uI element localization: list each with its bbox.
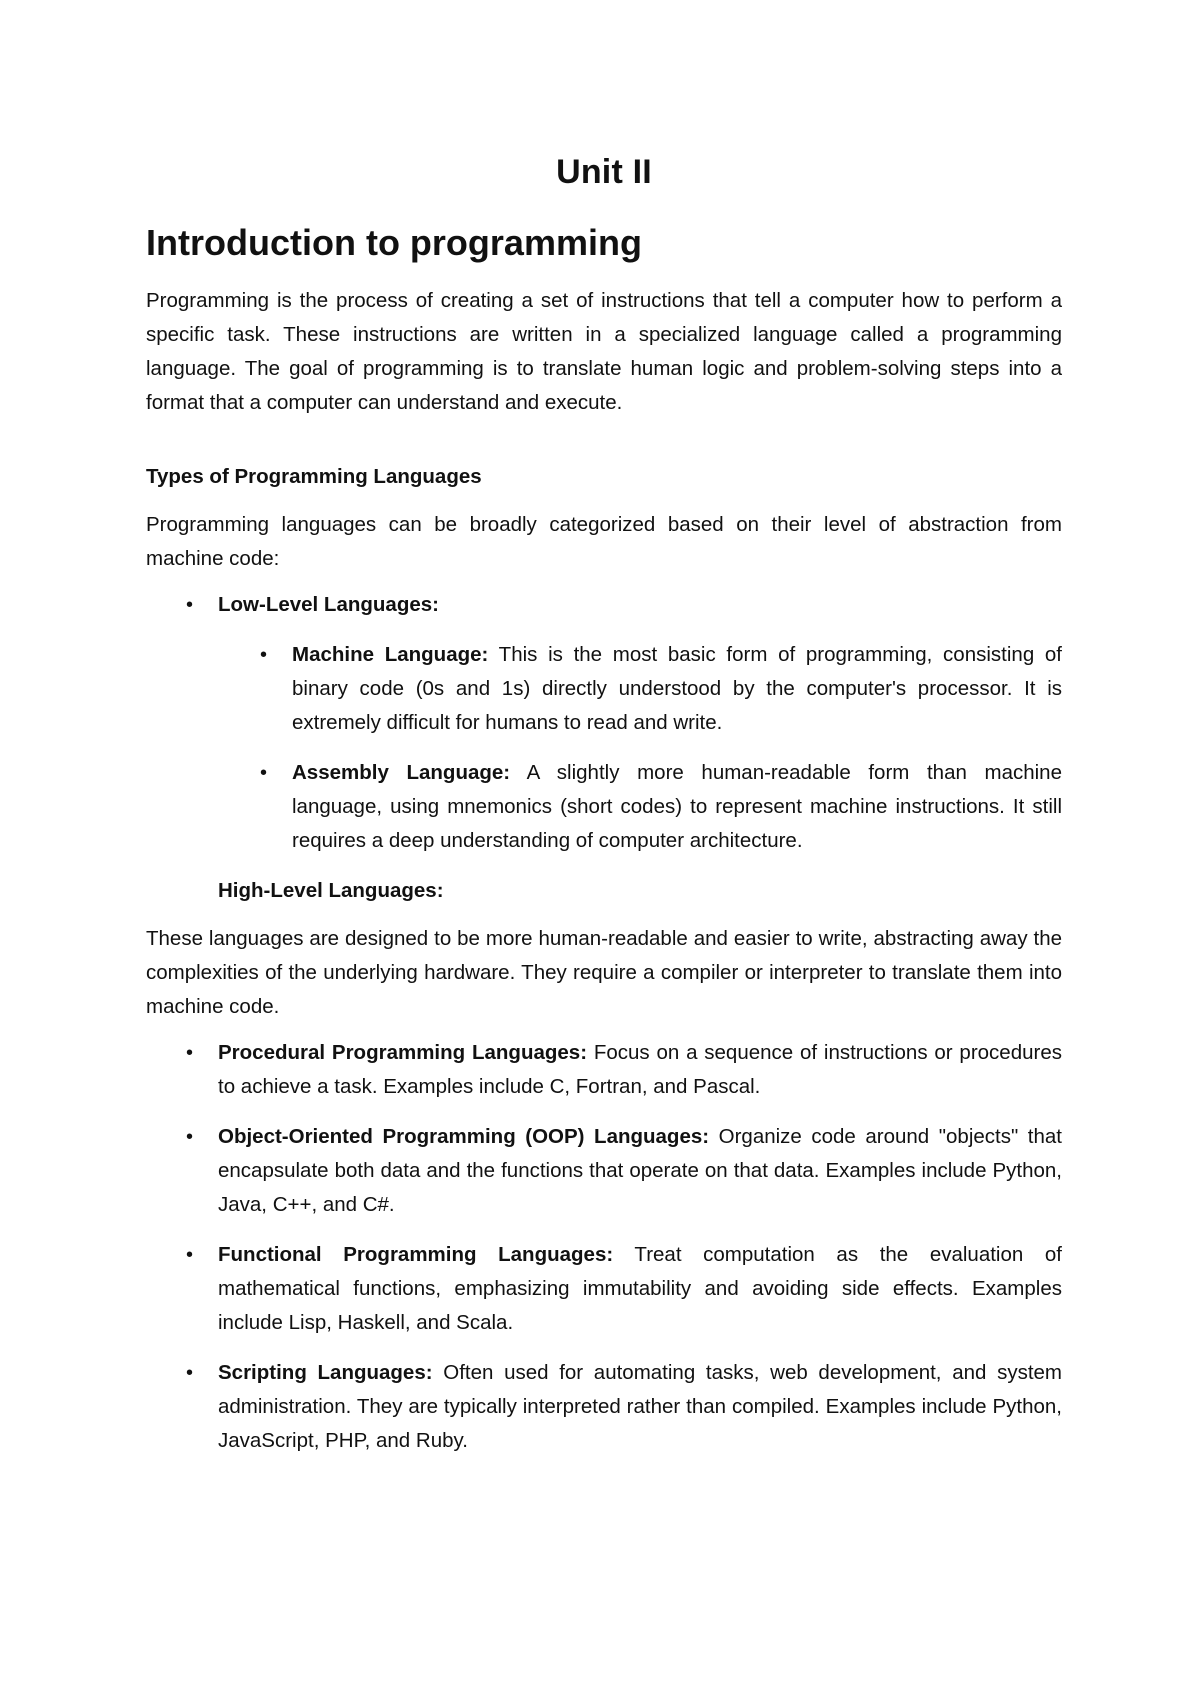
high-level-list [146, 1036, 1062, 1458]
functional-text: Treat computation as the evaluation of mathematical functions, emphasizing immutability and avoiding side effects. Examples include Lisp, Haskell, and Scala. [218, 1243, 1062, 1334]
low-level-list [146, 588, 1062, 858]
intro-paragraph: Programming is the process of creating a set of instructions that tell a computer how to perform a specific task. These instructions are written in a specialized language called a programming language. The goal of programming is to translate human logic and problem-solving steps into a format that a computer can understand and execute. [146, 289, 1062, 414]
low-level-sublist [146, 638, 1062, 858]
machine-language-term: Machine Language: [292, 643, 489, 666]
oop-text: Organize code around "objects" that encapsulate both data and the functions that operate on that data. Examples include Python, Java, C++, and C#. [218, 1125, 1062, 1216]
list-item-low-level [146, 588, 1062, 858]
low-level-label: Low-Level Languages: [218, 593, 439, 616]
list-item-procedural [146, 1036, 1062, 1104]
high-level-label: High-Level Languages: [218, 879, 444, 902]
list-item-machine-language [146, 638, 1062, 740]
oop-term: Object-Oriented Programming (OOP) Languages: [218, 1125, 710, 1148]
list-item-scripting [146, 1356, 1062, 1458]
types-paragraph: Programming languages can be broadly categorized based on their level of abstraction from machine code: [146, 513, 1062, 570]
machine-language-text: This is the most basic form of programming, consisting of binary code (0s and 1s) directly understood by the computer's processor. It is extremely difficult for humans to read and write. [292, 643, 1062, 734]
types-heading: Types of Programming Languages [146, 465, 482, 488]
scripting-term: Scripting Languages: [218, 1361, 433, 1384]
procedural-term: Procedural Programming Languages: [218, 1041, 588, 1064]
assembly-language-text: A slightly more human-readable form than machine language, using mnemonics (short codes) to represent machine instructions. It still requires a deep understanding of computer architecture. [292, 761, 1062, 852]
list-item-oop [146, 1120, 1062, 1222]
scripting-text: Often used for automating tasks, web development, and system administration. They are typically interpreted rather than compiled. Examples include Python, JavaScript, PHP, and Ruby. [218, 1361, 1062, 1452]
assembly-language-term: Assembly Language: [292, 761, 511, 784]
functional-term: Functional Programming Languages: [218, 1243, 614, 1266]
intro-heading: Introduction to programming [146, 222, 642, 263]
unit-title: Unit II [556, 153, 652, 191]
high-level-paragraph: These languages are designed to be more human-readable and easier to write, abstracting away the complexities of the underlying hardware. They require a compiler or interpreter to translate them into machine code. [146, 927, 1062, 1018]
list-item-functional [146, 1238, 1062, 1340]
procedural-text: Focus on a sequence of instructions or procedures to achieve a task. Examples include C, Fortran, and Pascal. [218, 1041, 1062, 1098]
list-item-assembly-language [146, 756, 1062, 858]
